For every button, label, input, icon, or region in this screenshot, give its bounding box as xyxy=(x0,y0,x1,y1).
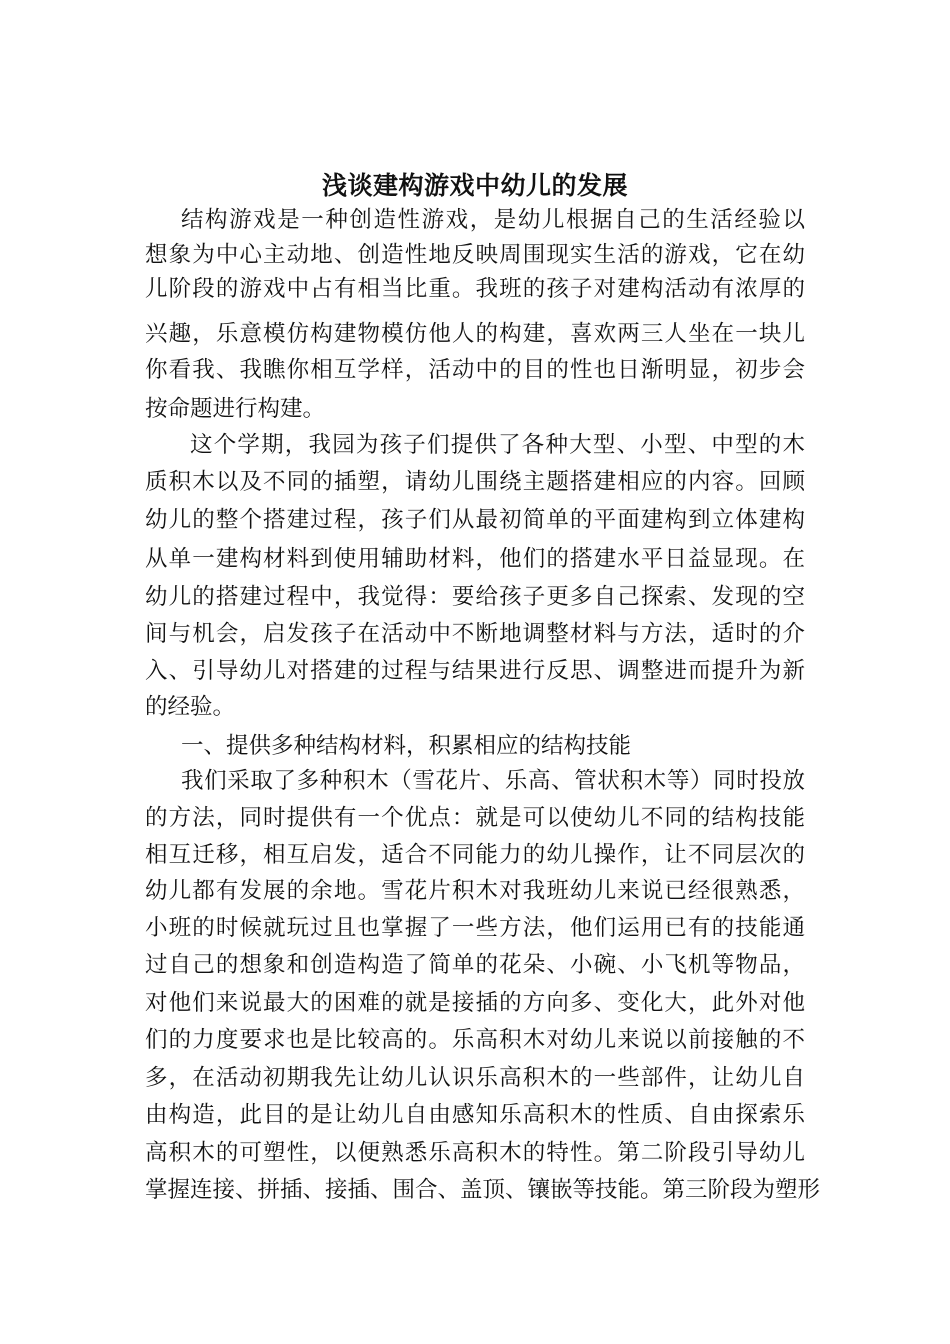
paragraph-line: 兴趣，乐意模仿构建物模仿他人的构建，喜欢两三人坐在一块儿 xyxy=(145,321,805,347)
paragraph-line: 过自己的想象和创造构造了简单的花朵、小碗、小飞机等物品， xyxy=(145,952,805,978)
paragraph-line: 对他们来说最大的困难的就是接插的方向多、变化大，此外对他 xyxy=(145,990,805,1016)
paragraph-line: 儿阶段的游戏中占有相当比重。我班的孩子对建构活动有浓厚的 xyxy=(145,276,805,302)
paragraph-line: 由构造，此目的是让幼儿自由感知乐高积木的性质、自由探索乐 xyxy=(145,1102,805,1128)
document-title: 浅谈建构游戏中幼儿的发展 xyxy=(321,171,628,200)
paragraph-line: 的经验。 xyxy=(145,694,236,720)
paragraph-line: 高积木的可塑性，以便熟悉乐高积木的特性。第二阶段引导幼儿 xyxy=(145,1140,805,1166)
paragraph-line: 幼儿的整个搭建过程，孩子们从最初简单的平面建构到立体建构 xyxy=(145,507,805,533)
paragraph-line: 我们采取了多种积木（雪花片、乐高、管状积木等）同时投放 xyxy=(181,768,805,794)
paragraph-line: 从单一建构材料到使用辅助材料，他们的搭建水平日益显现。在 xyxy=(145,546,805,572)
paragraph-line: 的方法，同时提供有一个优点：就是可以使幼儿不同的结构技能 xyxy=(145,805,805,831)
paragraph-line: 多，在活动初期我先让幼儿认识乐高积木的一些部件，让幼儿自 xyxy=(145,1065,805,1091)
paragraph-line: 入、引导幼儿对搭建的过程与结果进行反思、调整进而提升为新 xyxy=(145,658,805,684)
paragraph-line: 幼儿的搭建过程中，我觉得：要给孩子更多自己探索、发现的空 xyxy=(145,584,805,610)
paragraph-line: 想象为中心主动地、创造性地反映周围现实生活的游戏，它在幼 xyxy=(145,242,805,268)
paragraph-line: 间与机会，启发孩子在活动中不断地调整材料与方法，适时的介 xyxy=(145,621,805,647)
paragraph-line: 们的力度要求也是比较高的。乐高积木对幼儿来说以前接触的不 xyxy=(145,1027,805,1053)
paragraph-line: 相互迁移，相互启发，适合不同能力的幼儿操作，让不同层次的 xyxy=(145,842,805,868)
paragraph-line: 掌握连接、拼插、接插、围合、盖顶、镶嵌等技能。第三阶段为塑形 xyxy=(145,1177,821,1203)
paragraph-line: 幼儿都有发展的余地。雪花片积木对我班幼儿来说已经很熟悉， xyxy=(145,878,805,904)
paragraph-line: 结构游戏是一种创造性游戏，是幼儿根据自己的生活经验以 xyxy=(181,207,805,233)
paragraph-line: 这个学期，我园为孩子们提供了各种大型、小型、中型的木 xyxy=(190,432,805,458)
section-heading: 一、提供多种结构材料，积累相应的结构技能 xyxy=(181,733,632,759)
paragraph-line: 小班的时候就玩过且也掌握了一些方法，他们运用已有的技能通 xyxy=(145,915,805,941)
paragraph-line: 按命题进行构建。 xyxy=(145,396,326,422)
paragraph-line: 你看我、我瞧你相互学样，活动中的目的性也日渐明显，初步会 xyxy=(145,357,805,383)
paragraph-line: 质积木以及不同的插塑，请幼儿围绕主题搭建相应的内容。回顾 xyxy=(145,469,805,495)
